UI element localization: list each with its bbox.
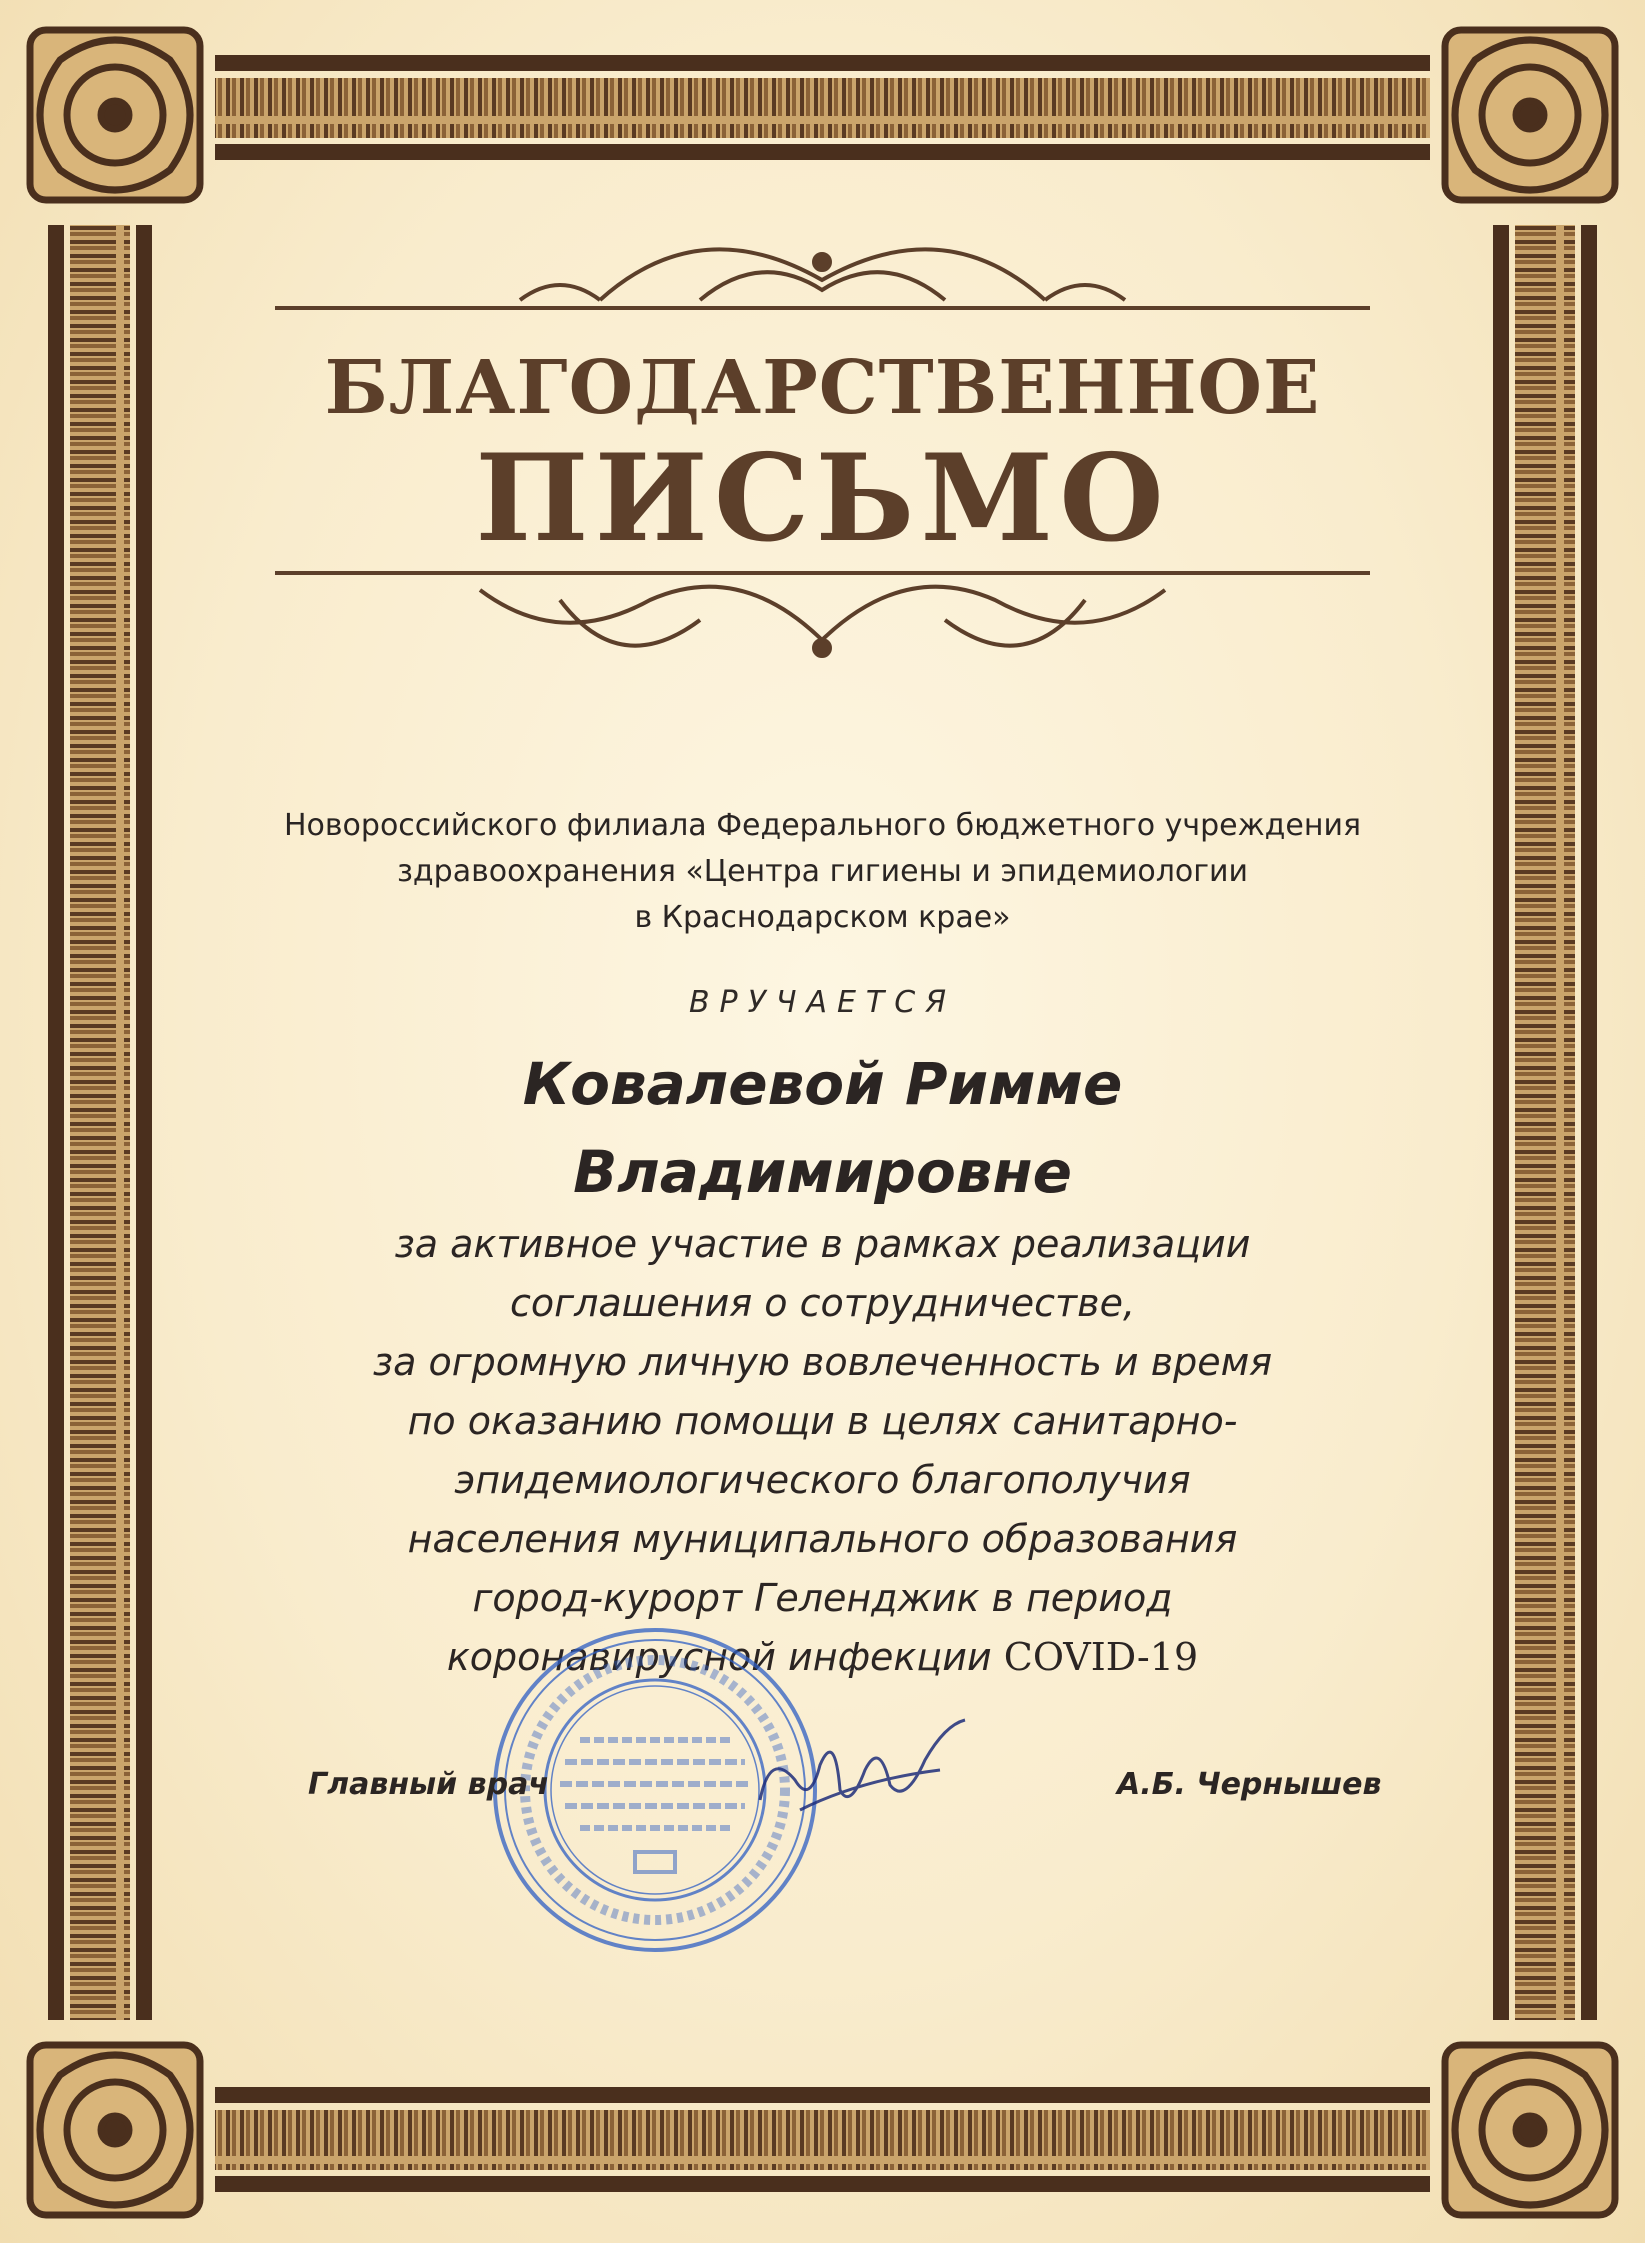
reason-line: населения муниципального образования (407, 1517, 1238, 1561)
corner-ornament-top-right (1445, 30, 1615, 200)
document-title-line1: БЛАГОДАРСТВЕННОЕ (324, 345, 1321, 431)
top-band-line (215, 55, 1430, 71)
award-reason (240, 1215, 1405, 1687)
signatory-name: А.Б. Чернышев (1117, 1767, 1382, 1802)
recipient-name-line: Владимировне (573, 1138, 1072, 1206)
bottom-band-pattern (215, 2110, 1430, 2170)
reason-line: эпидемиологического благополучия (454, 1458, 1191, 1502)
document-title-line2: ПИСЬМО (475, 428, 1170, 569)
corner-ornament-bottom-right (1445, 2045, 1615, 2215)
reason-line: за активное участие в рамках реализации (394, 1222, 1251, 1266)
issuing-organization (200, 803, 1445, 941)
org-line: Новороссийского филиала Федерального бюджетного учреждения (283, 808, 1362, 843)
recipient-name-line: Ковалевой Римме (522, 1050, 1123, 1118)
reason-line: соглашения о сотрудничестве, (509, 1281, 1136, 1325)
title-flourish-top (275, 249, 1370, 308)
reason-line: за огромную личную вовлеченность и время (372, 1340, 1273, 1384)
org-line: здравоохранения «Центра гигиены и эпидемиологии (396, 854, 1248, 889)
reason-line: по оказанию помощи в целях санитарно- (407, 1399, 1238, 1443)
awarded-label: ВРУЧАЕТСЯ (688, 985, 957, 1020)
signatory-title: Главный врач (308, 1767, 549, 1802)
bottom-band-line (215, 2087, 1430, 2103)
recipient-name (0, 1040, 1645, 1216)
corner-ornament-top-left (30, 30, 200, 200)
reason-line: город-курорт Геленджик в период (472, 1576, 1173, 1620)
corner-ornament-bottom-left (30, 2045, 200, 2215)
title-flourish-bottom (275, 573, 1370, 656)
covid-label: COVID-19 (1003, 1635, 1199, 1679)
reason-line-text: коронавирусной инфекции (446, 1635, 992, 1679)
handwritten-signature (740, 1710, 980, 1830)
top-band-pattern (215, 78, 1430, 138)
org-line: в Краснодарском крае» (634, 900, 1011, 935)
